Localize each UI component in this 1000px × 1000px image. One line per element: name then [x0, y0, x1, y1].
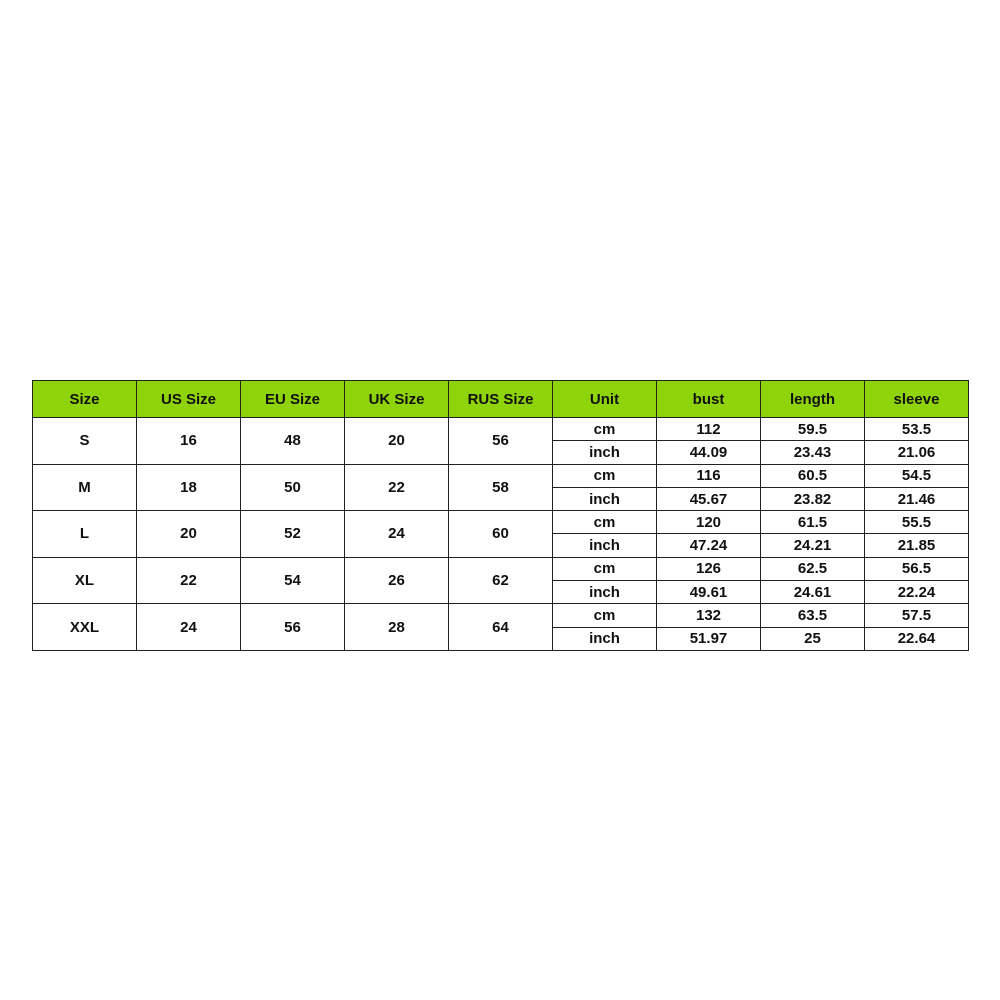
us-size-cell: 24: [137, 604, 241, 651]
table-row: [33, 511, 969, 534]
bust-cell: 126: [657, 557, 761, 580]
rus-size-cell: 58: [449, 464, 553, 511]
unit-cell: inch: [553, 487, 657, 510]
table-row: [33, 557, 969, 580]
header-size: Size: [33, 381, 137, 418]
length-cell: 25: [761, 627, 865, 650]
length-cell: 60.5: [761, 464, 865, 487]
us-size-cell: 18: [137, 464, 241, 511]
sleeve-cell: 22.24: [865, 581, 969, 604]
size-cell: XL: [33, 557, 137, 604]
sleeve-cell: 55.5: [865, 511, 969, 534]
header-uk-size: UK Size: [345, 381, 449, 418]
header-unit: Unit: [553, 381, 657, 418]
sleeve-cell: 22.64: [865, 627, 969, 650]
size-cell: XXL: [33, 604, 137, 651]
unit-cell: inch: [553, 581, 657, 604]
length-cell: 59.5: [761, 418, 865, 441]
unit-cell: inch: [553, 441, 657, 464]
header-length: length: [761, 381, 865, 418]
sleeve-cell: 21.06: [865, 441, 969, 464]
unit-cell: cm: [553, 464, 657, 487]
uk-size-cell: 22: [345, 464, 449, 511]
header-sleeve: sleeve: [865, 381, 969, 418]
bust-cell: 116: [657, 464, 761, 487]
header-eu-size: EU Size: [241, 381, 345, 418]
rus-size-cell: 64: [449, 604, 553, 651]
eu-size-cell: 50: [241, 464, 345, 511]
bust-cell: 51.97: [657, 627, 761, 650]
size-chart-table: [32, 380, 969, 651]
bust-cell: 132: [657, 604, 761, 627]
us-size-cell: 20: [137, 511, 241, 558]
unit-cell: cm: [553, 511, 657, 534]
table-row: [33, 604, 969, 627]
sleeve-cell: 57.5: [865, 604, 969, 627]
length-cell: 23.43: [761, 441, 865, 464]
size-cell: L: [33, 511, 137, 558]
bust-cell: 49.61: [657, 581, 761, 604]
length-cell: 61.5: [761, 511, 865, 534]
header-rus-size: RUS Size: [449, 381, 553, 418]
uk-size-cell: 20: [345, 418, 449, 465]
bust-cell: 112: [657, 418, 761, 441]
header-bust: bust: [657, 381, 761, 418]
sleeve-cell: 56.5: [865, 557, 969, 580]
rus-size-cell: 56: [449, 418, 553, 465]
sleeve-cell: 21.46: [865, 487, 969, 510]
size-cell: S: [33, 418, 137, 465]
length-cell: 62.5: [761, 557, 865, 580]
table-row: [33, 464, 969, 487]
rus-size-cell: 62: [449, 557, 553, 604]
unit-cell: cm: [553, 604, 657, 627]
sleeve-cell: 54.5: [865, 464, 969, 487]
eu-size-cell: 56: [241, 604, 345, 651]
header-us-size: US Size: [137, 381, 241, 418]
table-row: [33, 418, 969, 441]
length-cell: 24.61: [761, 581, 865, 604]
uk-size-cell: 28: [345, 604, 449, 651]
us-size-cell: 22: [137, 557, 241, 604]
size-cell: M: [33, 464, 137, 511]
unit-cell: inch: [553, 627, 657, 650]
eu-size-cell: 48: [241, 418, 345, 465]
us-size-cell: 16: [137, 418, 241, 465]
bust-cell: 44.09: [657, 441, 761, 464]
length-cell: 63.5: [761, 604, 865, 627]
bust-cell: 47.24: [657, 534, 761, 557]
bust-cell: 120: [657, 511, 761, 534]
bust-cell: 45.67: [657, 487, 761, 510]
header-row: [33, 381, 969, 418]
eu-size-cell: 52: [241, 511, 345, 558]
unit-cell: cm: [553, 557, 657, 580]
unit-cell: cm: [553, 418, 657, 441]
sleeve-cell: 53.5: [865, 418, 969, 441]
eu-size-cell: 54: [241, 557, 345, 604]
unit-cell: inch: [553, 534, 657, 557]
length-cell: 24.21: [761, 534, 865, 557]
length-cell: 23.82: [761, 487, 865, 510]
sleeve-cell: 21.85: [865, 534, 969, 557]
uk-size-cell: 26: [345, 557, 449, 604]
rus-size-cell: 60: [449, 511, 553, 558]
uk-size-cell: 24: [345, 511, 449, 558]
